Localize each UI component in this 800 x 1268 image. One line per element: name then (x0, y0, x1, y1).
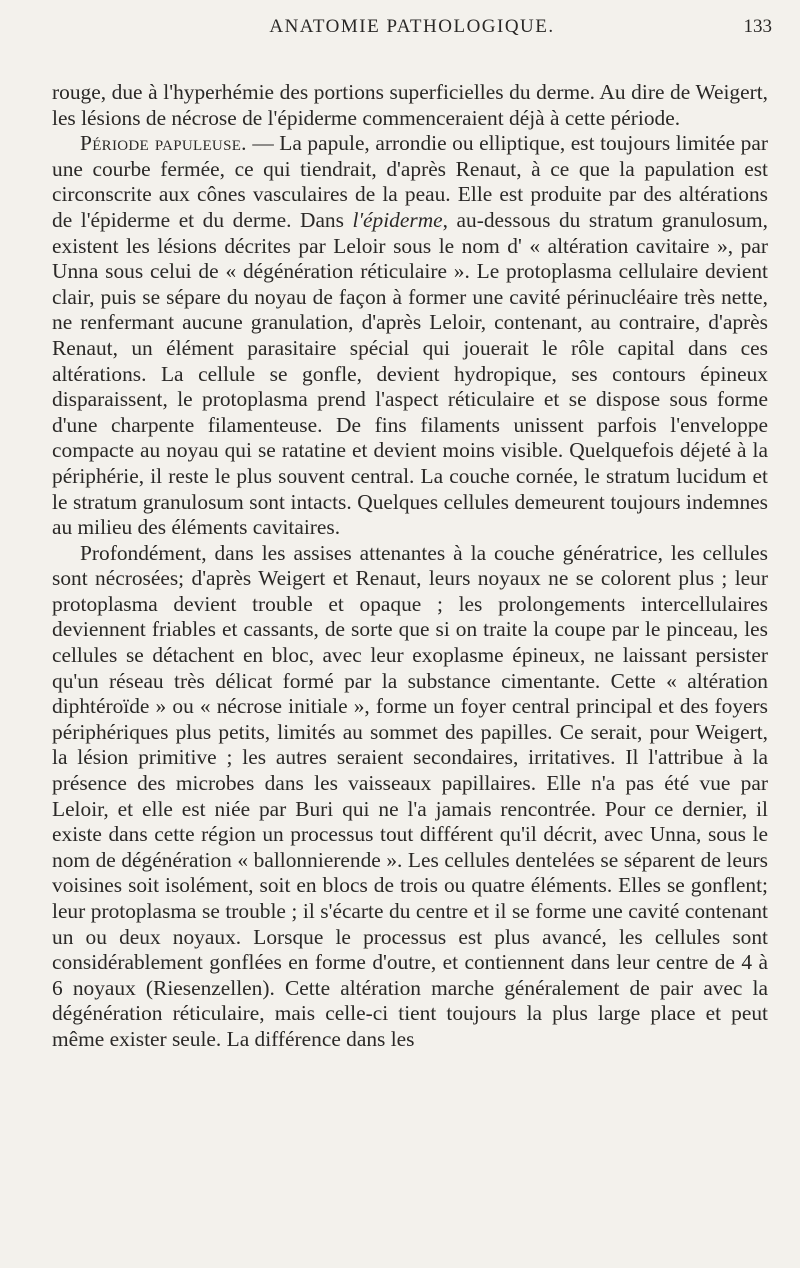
text-run: , au-dessous du stratum granulosum, existent les lésions décrites par Leloir sous le nom d' « altération cavitaire », par Unna sous celui de « dégénération réticulaire ». Le protoplasma cellulaire devient clair, puis se sépare du noyau de façon à former une cavité périnucléaire très nette, ne renfermant aucune granulation, d'après Leloir, contenant, au contraire, d'après Renaut, un élément parasitaire spécial qui jouerait le rôle capital dans ces altérations. La cellule se gonfle, devient hydropique, ses contours épineux disparaissent, le protoplasma prend l'aspect réticulaire et se dispose sous forme d'une charpente filamenteuse. De fins filaments unissent parfois l'enveloppe compacte au noyau qui se ratatine et devient moins visible. Quelquefois déjeté à la périphérie, il reste le plus souvent central. La couche cornée, le stratum lucidum et le stratum granulosum sont intacts. Quelques cellules demeurent toujours indemnes au milieu des éléments cavitaires. (52, 207, 769, 540)
body-text (52, 80, 768, 1053)
section-heading-periode-papuleuse: Période papuleuse. (80, 131, 247, 156)
running-header (52, 12, 772, 42)
italic-term: l'épiderme (352, 207, 443, 232)
text-run: rouge, due à l'hyperhémie des portions superficielles du derme. Au dire de Weigert, les lésions de nécrose de l'épiderme commenceraient déjà à cette période. (52, 80, 768, 130)
text-run: Profondément, dans les assises attenantes à la couche génératrice, les cellules sont nécrosées; d'après Weigert et Renaut, leurs noyaux ne se colorent plus ; leur protoplasma devient trouble et opaque ; les prolongements intercellulaires deviennent friables et cassants, de sorte que si on traite la coupe par le pinceau, les cellules se détachent en bloc, avec leur exoplasme épineux, ne laissant persister qu'un réseau très délicat formé par la substance cimentante. Cette « altération diphtéroïde » ou « nécrose initiale », forme un foyer central principal et des foyers périphériques plus petits, limités au sommet des papilles. Ce serait, pour Weigert, la lésion primitive ; les autres seraient secondaires, irritatives. Il l'attribue à la présence des microbes dans les vaisseaux papillaires. Elle n'a pas été vue par Leloir, et elle est niée par Buri qui ne l'a jamais rencontrée. Pour ce dernier, il existe dans cette région un processus tout différent qu'il décrit, avec Unna, sous le nom de dégénération « ballonnierende ». Les cellules dentelées se séparent de leurs voisines soit isolément, soit en blocs de trois ou quatre éléments. Elles se gonflent; leur protoplasma se trouble ; il s'écarte du centre et il se forme une cavité contenant un ou deux noyaux. Lorsque le processus est plus avancé, les cellules sont considérablement gonflées en forme d'outre, et contiennent dans leur centre de 4 à 6 noyaux (Riesenzellen). Cette altération marche généralement de pair avec la dégénération réticulaire, mais celle-ci tient toujours la plus large place et peut même exister seule. La différence dans les (52, 540, 768, 1051)
page-number: 133 (743, 16, 772, 37)
paragraph-continuation (52, 80, 768, 131)
paragraph-periode-papuleuse (52, 131, 768, 541)
running-title: ANATOMIE PATHOLOGIQUE. (269, 16, 555, 37)
paragraph-profondement (52, 541, 768, 1053)
text-run: — La papule, arrondie ou elliptique, est toujours limitée par une courbe fermée, ce qui tiendrait, d'après Renaut, à ce que la papulation est circonscrite aux cônes vasculaires de la peau. Elle est produite par des altérations de l'épiderme et du derme. Dans (52, 131, 768, 232)
